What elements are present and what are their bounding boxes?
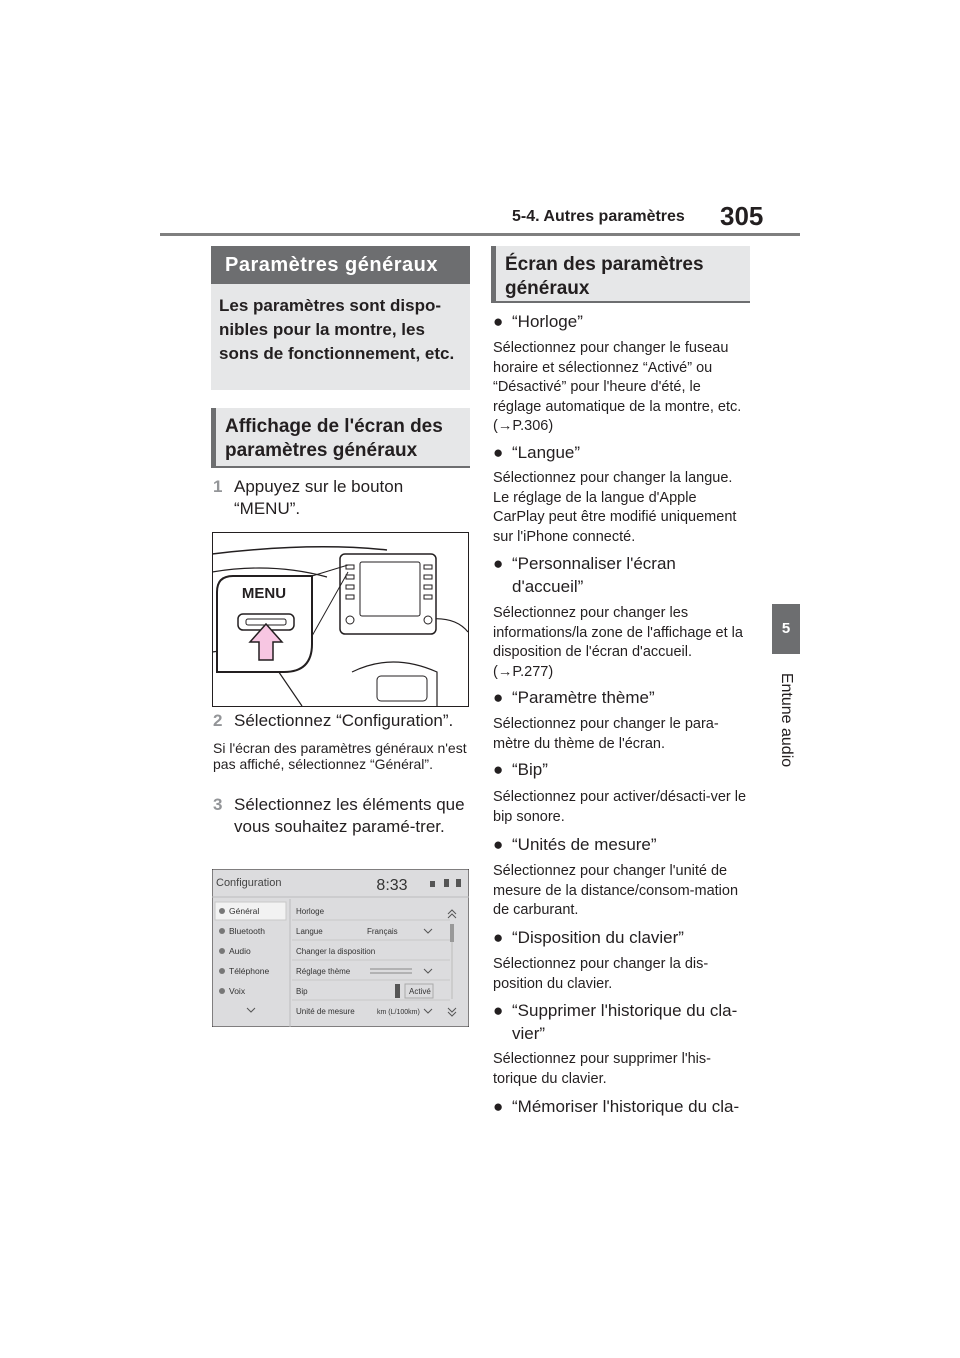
item-unites-title: ● “Unités de mesure” [493, 835, 657, 854]
item-accueil-desc: Sélectionnez pour changer les informations/la zone de l'affichage et la disposition de l'écran d'accueil. (→P.277) [493, 605, 743, 680]
configuration-screen-figure [212, 869, 469, 1027]
note: Si l'écran des paramètres généraux n'est pas affiché, sélectionnez “Général”. [213, 740, 467, 772]
intro-box: Les paramètres sont dispo-nibles pour la montre, les sons de fonctionnement, etc. [211, 284, 470, 390]
item-memoriser-title: ● “Mémoriser l'historique du cla- [493, 1097, 740, 1116]
svg-text:Langue: Langue [296, 927, 323, 936]
step-2: 2 Sélectionnez “Configuration”. [213, 711, 454, 730]
chapter-label: Entune audio [778, 672, 795, 768]
step-3: 3 Sélectionnez les éléments que vous souhaitez paramé-trer. [213, 795, 465, 836]
subheading-right: Écran des paramètres généraux [491, 246, 750, 303]
header-rule [160, 233, 800, 236]
item-bip-title: ● “Bip” [493, 760, 548, 779]
svg-text:Unité de mesure: Unité de mesure [296, 1007, 355, 1016]
svg-text:Voix: Voix [229, 986, 246, 996]
svg-text:Configuration: Configuration [216, 877, 282, 889]
svg-text:Bip: Bip [296, 987, 308, 996]
item-supprimer-title: ● “Supprimer l'historique du cla-vier” [493, 1001, 738, 1043]
chapter-tab: 5 [772, 604, 800, 654]
item-theme-desc: Sélectionnez pour changer le para-mètre du thème de l'écran. [493, 716, 719, 752]
section-title: 5-4. Autres paramètres [512, 208, 685, 225]
item-clavier-title: ● “Disposition du clavier” [493, 928, 684, 947]
svg-text:Horloge: Horloge [296, 907, 325, 916]
svg-text:Changer la disposition: Changer la disposition [296, 947, 376, 956]
subheading-left: Affichage de l'écran des paramètres généraux [211, 408, 470, 468]
item-theme-title: ● “Paramètre thème” [493, 688, 655, 707]
item-clavier-desc: Sélectionnez pour changer la dis-position du clavier. [493, 956, 709, 992]
step-1: 1 Appuyez sur le bouton “MENU”. [213, 477, 404, 518]
item-unites-desc: Sélectionnez pour changer l'unité de mesure de la distance/consom-mation de carburant. [493, 863, 739, 918]
svg-text:Français: Français [367, 927, 398, 936]
svg-text:km (L/100km): km (L/100km) [377, 1009, 420, 1016]
item-horloge-title: ● “Horloge” [493, 312, 583, 331]
svg-text:Général: Général [229, 906, 260, 916]
page-number: 305 [720, 201, 764, 231]
svg-text:Activé: Activé [409, 987, 431, 996]
svg-text:MENU: MENU [241, 585, 287, 602]
svg-text:Bluetooth: Bluetooth [229, 926, 265, 936]
item-langue-title: ● “Langue” [493, 443, 581, 462]
svg-text:Réglage thème: Réglage thème [296, 967, 351, 976]
item-supprimer-desc: Sélectionnez pour supprimer l'his-torique du clavier. [493, 1051, 711, 1087]
svg-text:Téléphone: Téléphone [229, 966, 270, 976]
section-heading: Paramètres généraux [211, 246, 470, 284]
item-accueil-title: ● “Personnaliser l'écran d'accueil” [493, 554, 676, 596]
item-horloge-desc: Sélectionnez pour changer le fuseau horaire et sélectionnez “Activé” ou “Désactivé” pour l'heure d'été, le réglage automatique de la montre, etc. (→P.306) [493, 340, 742, 434]
dashboard-figure [212, 532, 469, 707]
item-langue-desc: Sélectionnez pour changer la langue. Le réglage de la langue d'Apple CarPlay peut être modifié uniquement sur l'iPhone connecté. [493, 470, 737, 545]
svg-text:8:33: 8:33 [376, 877, 408, 894]
svg-text:Audio: Audio [229, 946, 251, 956]
item-bip-desc: Sélectionnez pour activer/désacti-ver le bip sonore. [493, 789, 747, 825]
